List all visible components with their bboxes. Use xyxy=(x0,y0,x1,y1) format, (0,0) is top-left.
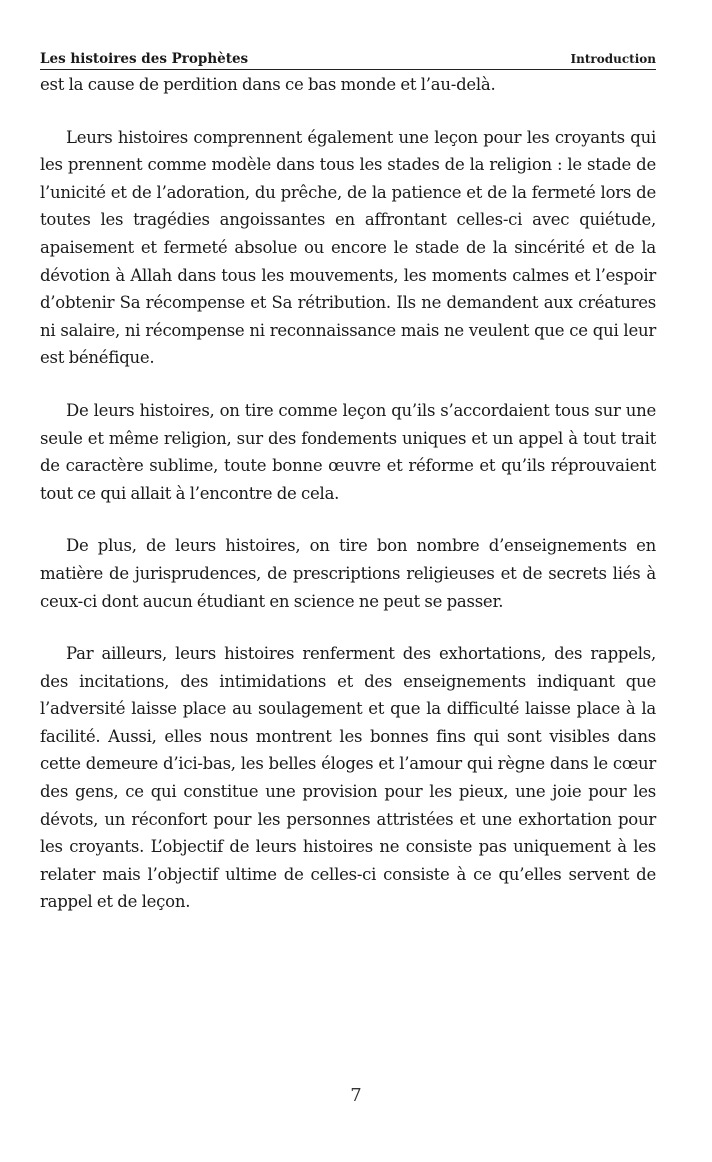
paragraph-1: Leurs histoires comprennent également une leçon pour les croyants qui les prennent comme modèle dans tous les stades de la religion : le stade de l’unicité et de l’adoration, du prêche, de la patience et de la fermeté lors de toutes les tragédies angoissantes en affrontant celles-ci avec quiétude, apaisement et fermeté absolue ou encore le stade de la sincérité et de la dévotion à Allah dans tous les mouvements, les moments calmes et l’espoir d’obtenir Sa récompense et Sa rétribution. Ils ne demandent aux créatures ni salaire, ni récompense ni reconnaissance mais ne veulent que ce qui leur est bénéfique. xyxy=(40,127,656,368)
paragraph-3: De plus, de leurs histoires, on tire bon nombre d’enseignements en matière de jurisprudences, de prescriptions religieuses et de secrets liés à ceux-ci dont aucun étudiant en science ne peut se passer. xyxy=(40,536,656,611)
page-number: 7 xyxy=(350,1085,362,1106)
section-title: Introduction xyxy=(570,52,656,66)
page xyxy=(40,50,656,916)
continuation-text: est la cause de perdition dans ce bas monde et l’au-delà. xyxy=(40,75,496,94)
running-header xyxy=(40,50,656,70)
paragraph-4: Par ailleurs, leurs histoires renferment des exhortations, des rappels, des incitations, des intimidations et des enseignements indiquant que l’adversité laisse place au soulagement et que la difficulté laisse place à la facilité. Aussi, elles nous montrent les bonnes fins qui sont visibles dans cette demeure d’ici-bas, les belles éloges et l’amour qui règne dans le cœur des gens, ce qui constitue une provision pour les pieux, une joie pour les dévots, un réconfort pour les personnes attristées et une exhortation pour les croyants. L’objectif de leurs histoires ne consiste pas uniquement à les relater mais l’objectif ultime de celles-ci consiste à ce qu’elles servent de rappel et de leçon. xyxy=(40,644,656,912)
book-title: Les histoires des Prophètes xyxy=(40,51,249,67)
paragraph-2: De leurs histoires, on tire comme leçon qu’ils s’accordaient tous sur une seule et même religion, sur des fondements uniques et un appel à tout trait de caractère sublime, toute bonne œuvre et réforme et qu’ils réprouvaient tout ce qui allait à l’encontre de cela. xyxy=(40,400,656,503)
